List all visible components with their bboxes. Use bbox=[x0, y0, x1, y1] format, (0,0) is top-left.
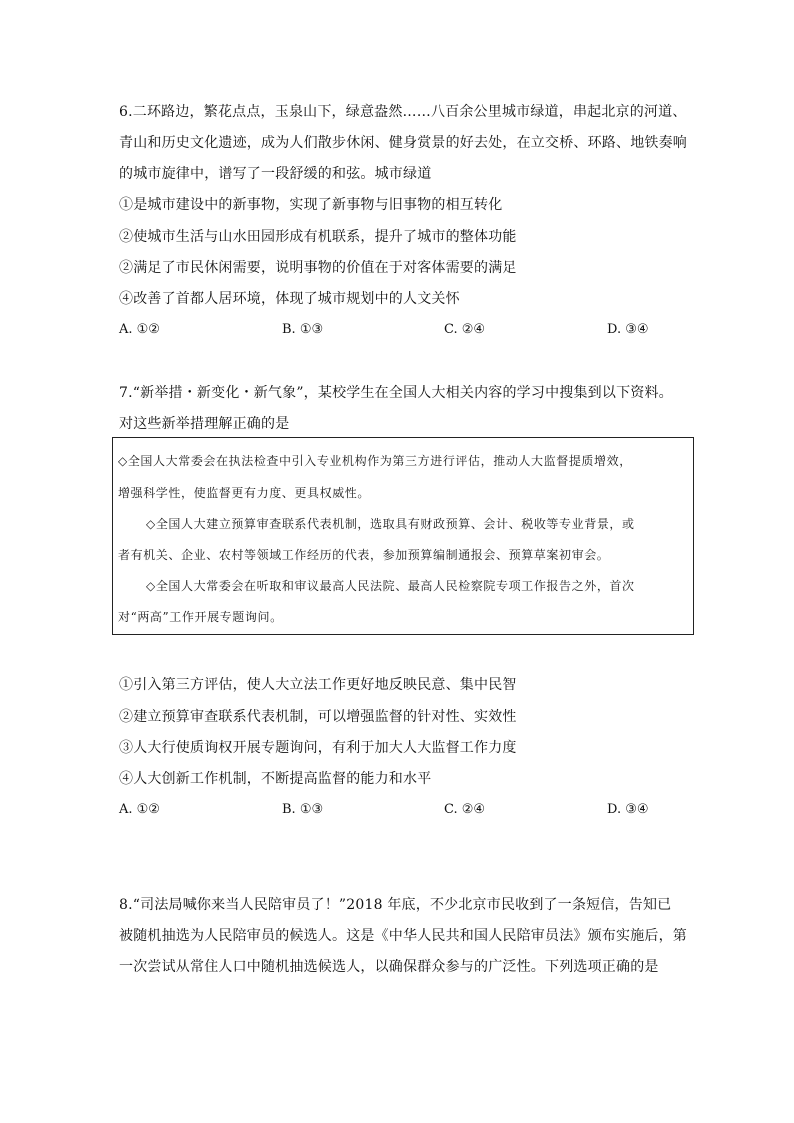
q6-stem-line: 的城市旋律中，谱写了一段舒缓的和弦。城市绿道 bbox=[119, 166, 432, 182]
q7-option-d[interactable]: D. ③④ bbox=[607, 802, 649, 817]
q7-option-b[interactable]: B. ①③ bbox=[282, 802, 324, 817]
q8-stem-line: 8.“司法局喊你来当人民陪审员了！”2018 年底，不少北京市民收到了一条短信，告知已 bbox=[119, 897, 672, 913]
q7-option-a[interactable]: A. ①② bbox=[119, 802, 160, 817]
q8-stem-line: 被随机抽选为人民陪审员的候选人。这是《中华人民共和国人民陪审员法》颁布实施后，第 bbox=[119, 928, 687, 944]
q7-material-line: 增强科学性，使监督更有力度、更具权威性。 bbox=[118, 486, 371, 500]
q7-statement: ①引入第三方评估，使人大立法工作更好地反映民意、集中民智 bbox=[119, 677, 517, 693]
q6-stem-line: 6.二环路边，繁花点点，玉泉山下，绿意盎然……八百余公里城市绿道，串起北京的河道、 bbox=[119, 104, 687, 120]
q6-option-c[interactable]: C. ②④ bbox=[444, 322, 486, 337]
q7-statement: ③人大行使质询权开展专题询问，有利于加大人大监督工作力度 bbox=[119, 740, 517, 756]
q7-material-box bbox=[112, 437, 694, 635]
q7-stem-line: 对这些新举措理解正确的是 bbox=[119, 416, 290, 432]
q7-material-line: 对“两高”工作开展专题询问。 bbox=[118, 610, 283, 624]
q7-option-c[interactable]: C. ②④ bbox=[444, 802, 486, 817]
q6-statement: ②使城市生活与山水田园形成有机联系，提升了城市的整体功能 bbox=[119, 229, 517, 245]
q7-statement: ②建立预算审查联系代表机制，可以增强监督的针对性、实效性 bbox=[119, 709, 517, 725]
q6-option-d[interactable]: D. ③④ bbox=[607, 322, 649, 337]
q6-statement: ①是城市建设中的新事物，实现了新事物与旧事物的相互转化 bbox=[119, 197, 503, 213]
q6-statement: ②满足了市民休闲需要，说明事物的价值在于对客体需要的满足 bbox=[119, 260, 517, 276]
q7-material-line: 者有机关、企业、农村等领域工作经历的代表，参加预算编制通报会、预算草案初审会。 bbox=[118, 548, 610, 562]
q7-statement: ④人大创新工作机制，不断提高监督的能力和水平 bbox=[119, 771, 432, 787]
q6-statement: ④改善了首都人居环境，体现了城市规划中的人文关怀 bbox=[119, 291, 460, 307]
q8-stem-line: 一次尝试从常住人口中随机抽选候选人，以确保群众参与的广泛性。下列选项正确的是 bbox=[119, 959, 659, 975]
q6-option-a[interactable]: A. ①② bbox=[119, 322, 160, 337]
q6-option-b[interactable]: B. ①③ bbox=[282, 322, 324, 337]
q6-stem-line: 青山和历史文化遗迹，成为人们散步休闲、健身赏景的好去处，在立交桥、环路、地铁奏响 bbox=[119, 135, 687, 151]
q7-material-line: ◇全国人大常委会在听取和审议最高人民法院、最高人民检察院专项工作报告之外，首次 bbox=[146, 579, 635, 593]
q7-material-line: ◇全国人大建立预算审查联系代表机制，选取具有财政预算、会计、税收等专业背景，或 bbox=[146, 517, 635, 531]
q7-material-line: ◇全国人大常委会在执法检查中引入专业机构作为第三方进行评估，推动人大监督提质增效， bbox=[118, 454, 632, 468]
q7-stem-line: 7.“新举措・新变化・新气象”，某校学生在全国人大相关内容的学习中搜集到以下资料。 bbox=[119, 385, 673, 401]
